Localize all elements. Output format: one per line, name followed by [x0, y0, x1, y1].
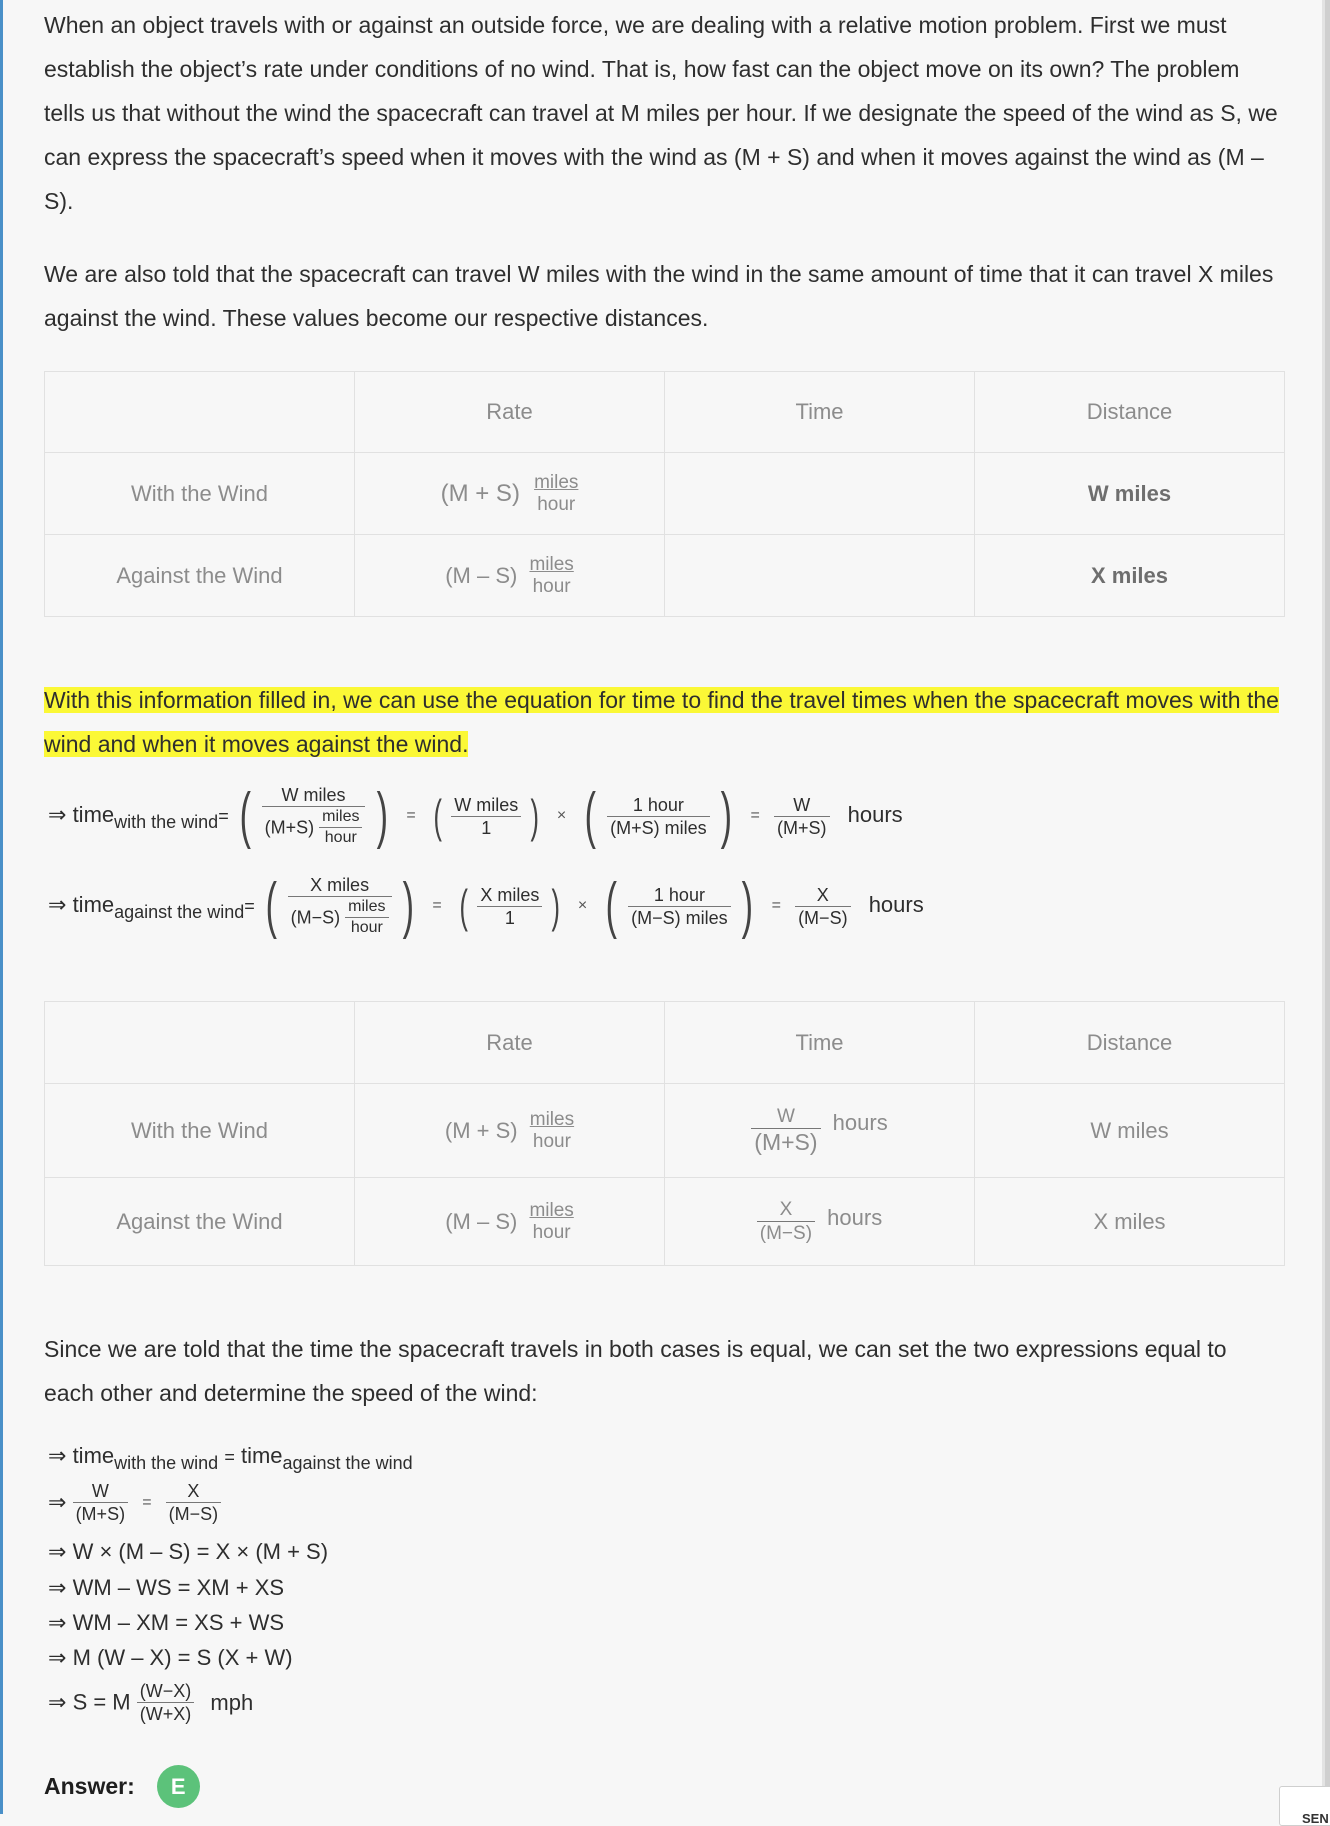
fraction-denominator: (M+S) — [754, 1129, 818, 1155]
equation-time-with-wind — [48, 781, 903, 850]
unit-denominator: hour — [532, 1221, 571, 1243]
fraction-numerator: X miles — [288, 876, 392, 897]
fraction-numerator: X — [166, 1482, 222, 1503]
arrow-icon: ⇒ — [48, 1575, 67, 1600]
distance-cell: W miles — [975, 1084, 1285, 1178]
arrow-icon: ⇒ — [48, 1610, 67, 1635]
send-feedback-button[interactable]: SEN — [1279, 1786, 1330, 1826]
table-header-distance: Distance — [975, 1002, 1285, 1084]
time-fraction — [751, 1107, 820, 1154]
equals-sign: = — [432, 897, 442, 914]
derivation-line — [48, 1539, 328, 1565]
distance-cell: X miles — [975, 1178, 1285, 1266]
fraction-denominator: (M+S) — [777, 817, 827, 838]
rate-table-complete — [44, 1001, 1285, 1266]
fraction-numerator: X — [795, 886, 851, 907]
unit-numerator: miles — [345, 899, 388, 918]
unit-numerator: miles — [319, 809, 362, 828]
times-sign: × — [577, 897, 588, 914]
subscript: with the wind — [114, 1453, 219, 1473]
fraction — [166, 1482, 222, 1523]
unit-numerator: miles — [529, 1108, 575, 1130]
derivation-line — [48, 1682, 253, 1723]
distance-cell: W miles — [975, 453, 1285, 535]
fraction-denominator: (M−S) — [168, 1504, 219, 1524]
highlight: With this information filled in, we can use the equation for time to find the travel times when the spacecraft moves with the wind and when it moves against the wind. — [44, 687, 1279, 757]
fraction — [73, 1482, 129, 1523]
times-sign: × — [556, 807, 567, 824]
table-header-distance: Distance — [975, 372, 1285, 453]
derivation-text: W × (M – S) = X × (M + S) — [72, 1539, 329, 1564]
rate-unit — [534, 472, 578, 516]
rate-expression: (M+S) — [264, 817, 315, 838]
paren-open: ( — [239, 781, 251, 850]
paragraph-equal-times: Since we are told that the time the spacecraft travels in both cases is equal, we can set the two expressions equal to each other and determine the speed of the wind: — [44, 1336, 1227, 1406]
derivation-text: S = M — [72, 1689, 131, 1715]
subscript: with the wind — [114, 811, 219, 832]
arrow-icon: ⇒ — [48, 1689, 67, 1715]
answer-row — [44, 1765, 200, 1808]
table-header-time: Time — [665, 372, 975, 453]
subscript: against the wind — [282, 1453, 413, 1473]
fraction-denominator — [288, 897, 392, 936]
time-label: time — [72, 801, 115, 827]
fraction-distance-over-rate — [262, 786, 366, 846]
fraction-reciprocal-rate — [628, 886, 731, 927]
fraction-distance — [451, 796, 521, 837]
arrow-icon: ⇒ — [48, 801, 67, 827]
row-label: Against the Wind — [45, 1178, 355, 1266]
equals-sign: = — [406, 807, 416, 824]
left-accent-rule — [0, 0, 3, 1814]
paren-close: ) — [376, 781, 388, 850]
arrow-icon: ⇒ — [48, 1645, 67, 1670]
unit-denominator: hour — [324, 829, 357, 846]
fraction-denominator: (M−S) miles — [631, 907, 728, 928]
paren-close: ) — [530, 790, 540, 842]
rate-expression: (M + S) — [440, 479, 520, 507]
rate-expression: (M−S) — [290, 907, 341, 928]
fraction-numerator: 1 hour — [607, 796, 710, 817]
fraction-numerator: X miles — [477, 886, 542, 907]
fraction-numerator: W — [751, 1107, 820, 1129]
arrow-icon: ⇒ — [48, 1539, 67, 1564]
fraction-numerator: 1 hour — [628, 886, 731, 907]
unit-denominator: hour — [532, 575, 571, 597]
row-label: With the Wind — [45, 1084, 355, 1178]
fraction-numerator: W — [774, 796, 830, 817]
equation-time-against-wind — [48, 871, 924, 940]
fraction-denominator: (M−S) — [759, 1223, 813, 1244]
fraction-numerator: W miles — [262, 786, 366, 807]
fraction-numerator: (W−X) — [137, 1682, 195, 1703]
fraction-numerator: W miles — [451, 796, 521, 817]
time-cell — [665, 1084, 975, 1178]
fraction-denominator — [262, 807, 366, 846]
derivation-text: WM – WS = XM + XS — [72, 1575, 285, 1600]
table-header-blank — [45, 1002, 355, 1084]
hours-unit: hours — [868, 891, 924, 917]
table-row — [45, 453, 1285, 535]
table-row — [45, 1084, 1285, 1178]
derivation-line — [48, 1482, 221, 1523]
rate-table-initial — [44, 371, 1285, 617]
paren-open: ( — [606, 871, 618, 940]
fraction-result — [795, 886, 851, 927]
rate-cell — [355, 535, 665, 617]
fraction-denominator: 1 — [481, 817, 492, 838]
table-header-rate: Rate — [355, 372, 665, 453]
fraction-numerator: W — [73, 1482, 129, 1503]
unit-denominator: hour — [350, 919, 383, 936]
paragraph-relative-motion: When an object travels with or against an outside force, we are dealing with a relative motion problem. First we must establish the object’s rate under conditions of no wind. That is, how fast can the object move on its own? The problem tells us that without the wind the spacecraft can travel at M miles per hour. If we designate the speed of the wind as S, we can express the spacecraft’s speed when it moves with the wind as (M + S) and when it moves against the wind as (M – S). — [44, 12, 1278, 214]
rate-expression: (M – S) — [445, 1208, 518, 1234]
unit-fraction — [345, 899, 388, 936]
paren-open: ( — [433, 790, 442, 842]
paren-open: ( — [584, 781, 597, 850]
fraction-denominator: (M+S) miles — [610, 817, 707, 838]
time-cell — [665, 535, 975, 617]
fraction-result — [774, 796, 830, 837]
time-cell — [665, 453, 975, 535]
unit-numerator: miles — [529, 553, 574, 575]
fraction-denominator: 1 — [504, 907, 515, 928]
table-header-rate: Rate — [355, 1002, 665, 1084]
fraction-denominator: (W+X) — [139, 1704, 192, 1724]
table-header-row — [45, 372, 1285, 453]
paren-open: ( — [459, 880, 468, 932]
unit-fraction — [319, 809, 362, 846]
rate-cell — [355, 453, 665, 535]
paren-close: ) — [551, 880, 561, 932]
table-header-time: Time — [665, 1002, 975, 1084]
rate-unit — [529, 1200, 573, 1244]
subscript: against the wind — [114, 901, 245, 922]
hours-unit: hours — [847, 801, 903, 827]
rate-unit — [529, 554, 573, 598]
scrollbar-track[interactable] — [1325, 0, 1330, 1814]
equals-sign: = — [750, 807, 760, 824]
row-label: With the Wind — [45, 453, 355, 535]
paren-close: ) — [741, 871, 753, 940]
table-row — [45, 1178, 1285, 1266]
table-row — [45, 535, 1285, 617]
paragraph-distances: We are also told that the spacecraft can travel W miles with the wind in the same amount of time that it can travel X miles against the wind. These values become our respective distances. — [44, 261, 1274, 331]
derivation-line — [48, 1443, 413, 1473]
unit-numerator: miles — [534, 471, 579, 493]
rate-expression: (M + S) — [444, 1117, 518, 1143]
rate-cell — [355, 1084, 665, 1178]
equals-sign: = — [218, 805, 229, 826]
hours-unit: hours — [827, 1204, 883, 1230]
unit-numerator: miles — [529, 1199, 574, 1221]
unit-denominator: hour — [532, 1130, 571, 1152]
time-label: time — [72, 1443, 115, 1468]
derivation-line — [48, 1610, 284, 1636]
time-label: time — [240, 1443, 283, 1468]
equals-sign: = — [244, 895, 255, 916]
rate-expression: (M – S) — [445, 562, 518, 588]
fraction-distance-over-rate — [288, 876, 392, 936]
rate-cell — [355, 1178, 665, 1266]
arrow-icon: ⇒ — [48, 891, 67, 917]
equals-sign: = — [142, 1493, 152, 1511]
answer-badge: E — [157, 1765, 200, 1808]
table-header-blank — [45, 372, 355, 453]
fraction-reciprocal-rate — [607, 796, 710, 837]
answer-label: Answer: — [44, 1773, 135, 1799]
equals-sign: = — [224, 1447, 235, 1467]
derivation-text: WM – XM = XS + WS — [72, 1610, 285, 1635]
unit-denominator: hour — [537, 493, 576, 515]
equals-sign: = — [771, 897, 781, 914]
time-label: time — [72, 891, 115, 917]
distance-cell: X miles — [975, 535, 1285, 617]
derivation-line — [48, 1575, 284, 1601]
paren-close: ) — [402, 871, 414, 940]
paren-open: ( — [265, 871, 277, 940]
fraction-denominator: (M−S) — [798, 907, 848, 928]
table-header-row — [45, 1002, 1285, 1084]
time-fraction — [757, 1200, 815, 1243]
derivation-line — [48, 1645, 293, 1671]
rate-unit — [530, 1109, 574, 1153]
hours-unit: hours — [832, 1109, 888, 1135]
fraction — [137, 1682, 195, 1723]
paren-close: ) — [720, 781, 732, 850]
row-label: Against the Wind — [45, 535, 355, 617]
unit-label: mph — [210, 1689, 254, 1715]
fraction-denominator: (M+S) — [75, 1504, 126, 1524]
fraction-numerator: X — [757, 1200, 815, 1222]
derivation-text: M (W – X) = S (X + W) — [72, 1645, 293, 1670]
time-cell — [665, 1178, 975, 1266]
fraction-distance — [477, 886, 542, 927]
arrow-icon: ⇒ — [48, 1489, 67, 1515]
arrow-icon: ⇒ — [48, 1443, 67, 1468]
paragraph-highlighted — [44, 678, 1280, 766]
